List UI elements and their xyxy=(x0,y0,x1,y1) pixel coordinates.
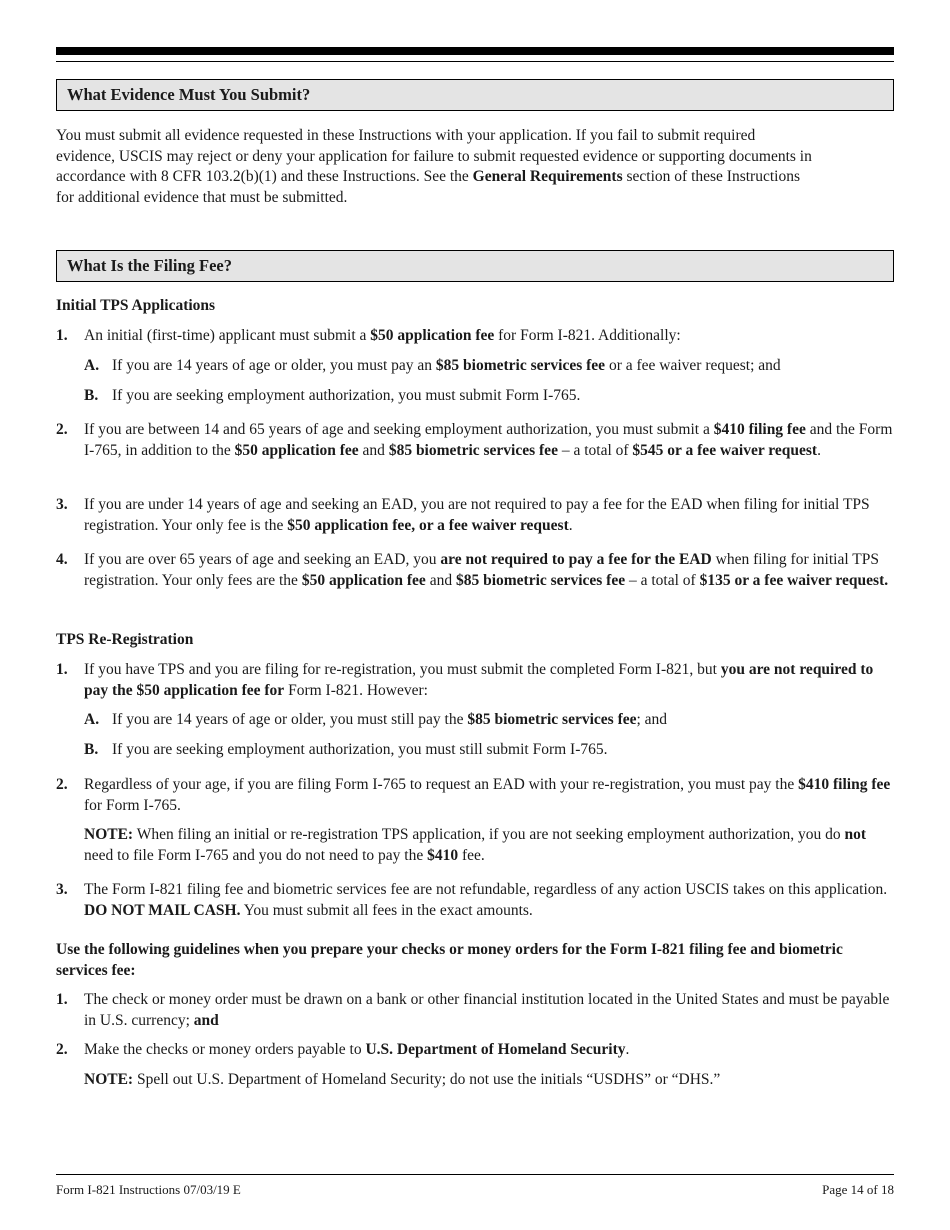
evidence-section-header xyxy=(56,79,894,111)
guidelines-note: NOTE: Spell out U.S. Department of Homeland Security; do not use the initials “USDHS” or “DHS.” xyxy=(84,1071,721,1088)
note-label: NOTE: xyxy=(84,1071,134,1088)
footer-rule xyxy=(56,1174,894,1175)
evidence-line-4: for additional evidence that must be submitted. xyxy=(56,188,348,206)
item-letter: A. xyxy=(84,711,100,728)
item-letter: A. xyxy=(84,357,100,374)
initial-tps-heading: Initial TPS Applications xyxy=(56,297,216,314)
item-number: 2. xyxy=(56,421,68,438)
item-number: 2. xyxy=(56,776,68,793)
header-thick-rule xyxy=(56,47,894,55)
initial-item-4: 4. If you are over 65 years of age and seeking an EAD, you are not required to pay a fee for the EAD when filing for initial TPS registration. Your only fees are the $50 application fee and $85 biometric services fee – a total of $135 or a fee waiver request. xyxy=(56,551,889,589)
note-label: NOTE: xyxy=(84,826,134,843)
item-number: 1. xyxy=(56,327,68,344)
evidence-paragraph xyxy=(56,126,896,208)
evidence-line-2: evidence, USCIS may reject or deny your application for failure to submit requested evidence or supporting documents in xyxy=(56,147,812,165)
initial-item-3: 3. If you are under 14 years of age and seeking an EAD, you are not required to pay a fee for the EAD when filing for initial TPS registration. Your only fee is the $50 application fee, or a fee waiver request. xyxy=(56,496,870,534)
item-number: 3. xyxy=(56,881,68,898)
rereg-item-1b: B. If you are seeking employment authorization, you must still submit Form I-765. xyxy=(84,740,896,761)
footer-page-number: Page 14 of 18 xyxy=(822,1182,894,1197)
evidence-line-3: accordance with 8 CFR 103.2(b)(1) and these Instructions. See the General Requirements section of these Instructions xyxy=(56,168,800,185)
item-number: 2. xyxy=(56,1041,68,1058)
rereg-note: NOTE: When filing an initial or re-registration TPS application, if you are not seeking employment authorization, you do not need to file Form I-765 and you do not need to pay the $410 fee. xyxy=(84,826,867,864)
evidence-section-title: What Evidence Must You Submit? xyxy=(67,85,311,104)
rereg-item-1: 1. If you have TPS and you are filing for re-registration, you must submit the completed Form I-821, but you are not required to pay the $50 application fee for Form I-821. However: xyxy=(56,661,874,699)
item-number: 3. xyxy=(56,496,68,513)
evidence-line-1: You must submit all evidence requested in these Instructions with your application. If you fail to submit required xyxy=(56,127,756,144)
initial-item-1a: A. If you are 14 years of age or older, you must pay an $85 biometric services fee or a fee waiver request; and xyxy=(84,356,896,377)
filing-fee-section-title: What Is the Filing Fee? xyxy=(67,256,232,275)
item-number: 4. xyxy=(56,551,68,568)
rereg-item-3: 3. The Form I-821 filing fee and biometric services fee are not refundable, regardless of any action USCIS takes on this application. DO NOT MAIL CASH. You must submit all fees in the exact amounts. xyxy=(56,881,888,919)
general-requirements-ref: General Requirements xyxy=(472,168,623,185)
filing-fee-section-header xyxy=(56,250,894,282)
rereg-item-1a: A. If you are 14 years of age or older, you must still pay the $85 biometric services fee; and xyxy=(84,710,896,731)
guidelines-heading: Use the following guidelines when you prepare your checks or money orders for the Form I-821 filing fee and biometric services fee: xyxy=(56,941,843,979)
initial-item-2: 2. If you are between 14 and 65 years of age and seeking employment authorization, you must submit a $410 filing fee and the Form I-765, in addition to the $50 application fee and $85 biometric services fee – a total of $545 or a fee waiver request. xyxy=(56,421,893,459)
header-thin-rule xyxy=(56,61,894,62)
guideline-item-2: 2. Make the checks or money orders payable to U.S. Department of Homeland Security. xyxy=(56,1040,896,1061)
initial-item-1: 1. An initial (first-time) applicant must submit a $50 application fee for Form I-821. Additionally: xyxy=(56,326,896,347)
rereg-item-2: 2. Regardless of your age, if you are filing Form I-765 to request an EAD with your re-registration, you must pay the $410 filing fee for Form I-765. xyxy=(56,776,891,814)
footer-form-info: Form I-821 Instructions 07/03/19 E xyxy=(56,1182,241,1197)
item-number: 1. xyxy=(56,991,68,1008)
item-letter: B. xyxy=(84,387,99,404)
tps-reregistration-heading: TPS Re-Registration xyxy=(56,631,194,648)
initial-item-1b: B. If you are seeking employment authorization, you must submit Form I-765. xyxy=(84,386,896,407)
item-letter: B. xyxy=(84,741,99,758)
guideline-item-1: 1. The check or money order must be drawn on a bank or other financial institution located in the United States and must be payable in U.S. currency; and xyxy=(56,991,890,1029)
item-number: 1. xyxy=(56,661,68,678)
